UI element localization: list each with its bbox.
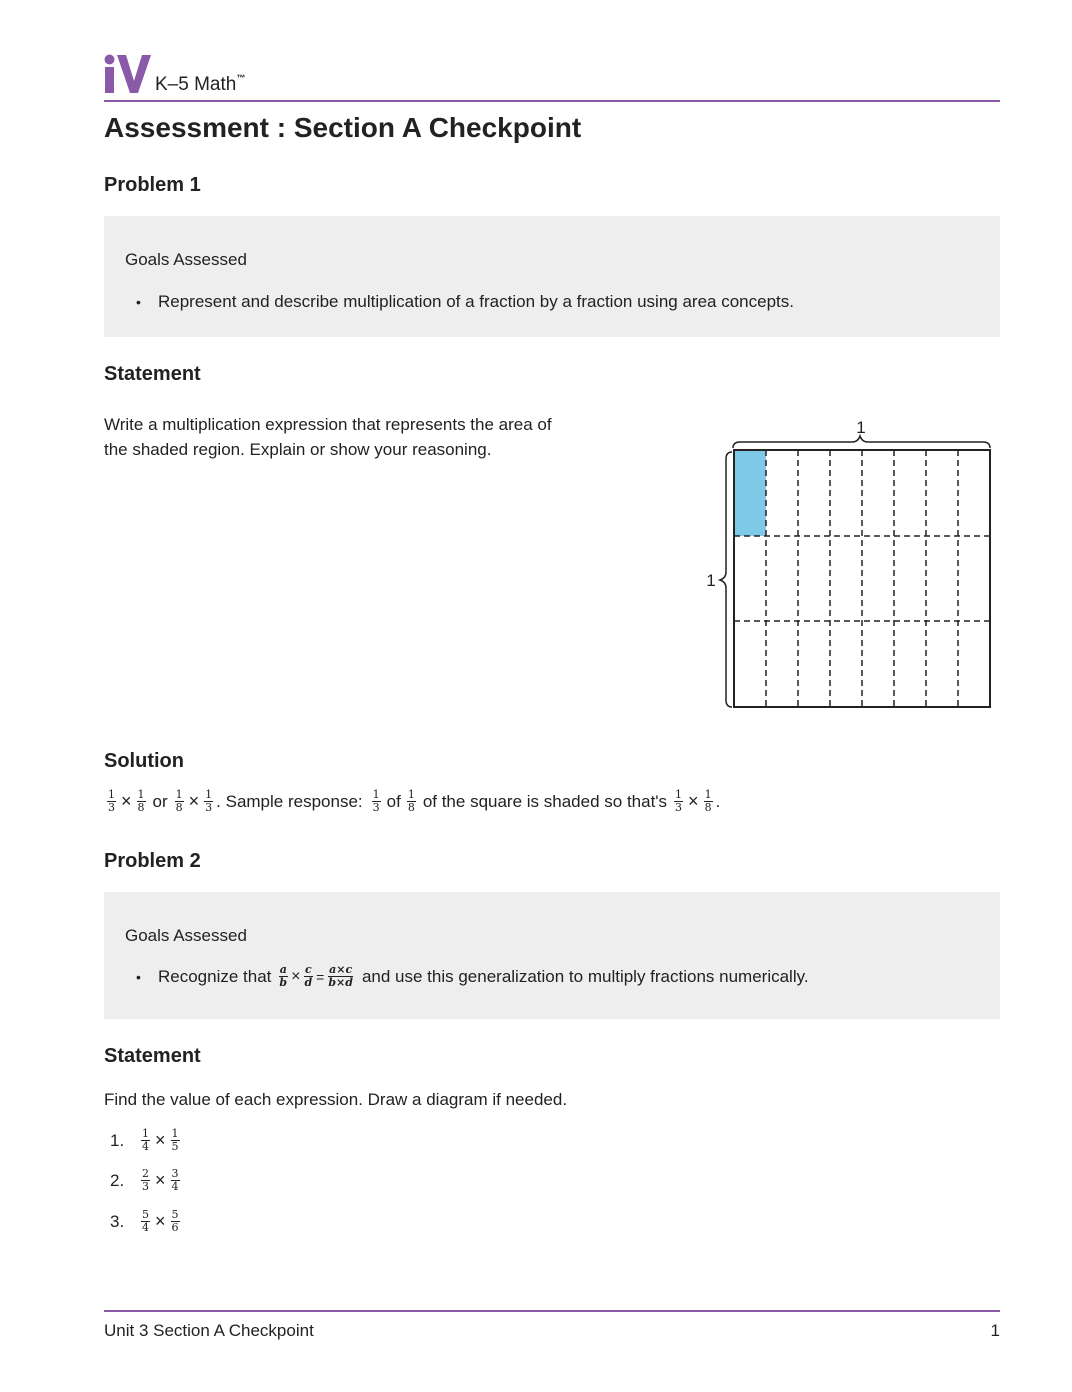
fraction-c-over-d: $\frac{c}{d}$ [304,963,313,989]
solution-heading: Solution [104,750,184,772]
row-dividers [734,536,990,621]
footer-title: Unit 3 Section A Checkpoint [104,1321,314,1340]
problem-1-statement-heading: Statement [104,363,201,385]
fraction-product: $\frac{a\times c}{b\times d}$ [328,963,353,989]
solution-text: $\frac{1}{3}$ × $\frac{1}{8}$ or $\frac{1}{8}$ × $\frac{1}{3}$ . Sample response: $\frac{1}{3}$ of $\frac{1}{8}$ of the square is shaded so that's $\frac{1}{3}$ × $\frac{1}{8}$ . [108,788,721,814]
logo [104,54,264,96]
top-brace [733,436,990,448]
logo-text: K–5 Math™ [155,73,246,95]
page-number: 1 [990,1321,1000,1340]
goals-assessed-label: Goals Assessed [125,250,247,269]
goals-assessed-label: Goals Assessed [125,926,247,945]
problem-2-goals-box [104,892,1000,1019]
area-model-diagram [700,412,1000,712]
problem-2-heading: Problem 2 [104,850,201,872]
problem-2-statement-text: Find the value of each expression. Draw a diagram if needed. [104,1090,568,1109]
fraction-one-third: $\frac{1}{3}$ [372,788,380,814]
shaded-region [734,450,766,536]
fraction-a-over-b: $\frac{a}{b}$ [279,963,288,989]
side-brace [720,452,732,707]
column-dividers [766,450,958,707]
fraction-one-third: $\frac{1}{3}$ [205,788,213,814]
bullet: • [136,968,141,985]
fraction-one-eighth: $\frac{1}{8}$ [137,788,145,814]
problem-1-statement-text: Write a multiplication expression that represents the area of the shaded region. Explain or show your reasoning. [104,415,552,459]
goal-item: • Recognize that $\frac{a}{b}$ × $\frac{c}{d}$ = $\frac{a\times c}{b\times d}$ and use this generalization to multiply fractions numerically. [136,963,809,989]
top-length-label: 1 [856,418,866,437]
unit-square [734,450,990,707]
bullet: • [136,294,141,310]
fraction-one-eighth: $\frac{1}{8}$ [407,788,415,814]
header-rule [104,100,1000,102]
list-item: 2. $\frac{2}{3}$ × $\frac{3}{4}$ [110,1167,179,1193]
side-length-label: 1 [706,571,716,590]
page-title: Assessment : Section A Checkpoint [104,112,582,143]
fraction-one-third: $\frac{1}{3}$ [108,788,115,814]
footer-rule [104,1310,1000,1312]
fraction-one-eighth: $\frac{1}{8}$ [704,788,712,814]
goal-item: • Represent and describe multiplication of a fraction by a fraction using area concepts. [136,292,794,311]
im-logo-mark [104,54,152,94]
problem-1-heading: Problem 1 [104,174,201,196]
list-item: 1. $\frac{1}{4}$ × $\frac{1}{5}$ [110,1127,179,1153]
fraction-one-eighth: $\frac{1}{8}$ [175,788,183,814]
problem-1-goals-box [104,216,1000,337]
problem-2-statement-heading: Statement [104,1045,201,1067]
list-item: 3. $\frac{5}{4}$ × $\frac{5}{6}$ [110,1208,179,1234]
fraction-one-third: $\frac{1}{3}$ [675,788,683,814]
